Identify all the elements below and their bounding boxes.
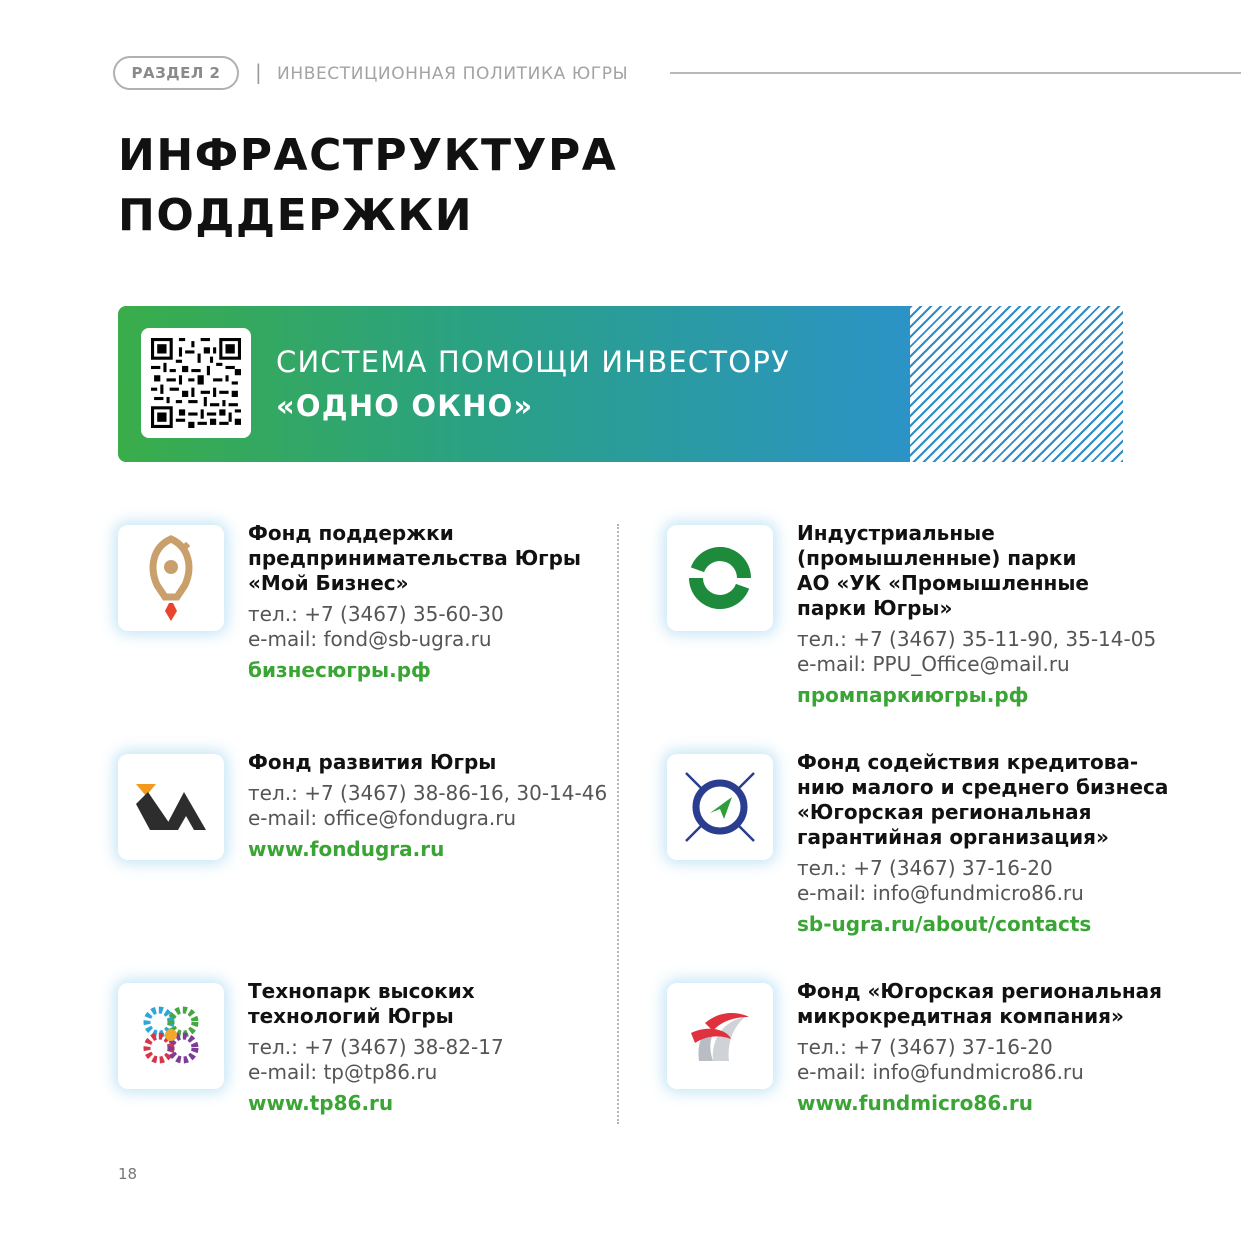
org-name: Фонд «Югорская региональная микрокредитная компания»: [797, 979, 1162, 1028]
org-card-guarantee-org: [797, 750, 1217, 937]
org-email[interactable]: e-mail: fond@sb-ugra.ru: [248, 627, 492, 651]
banner-line-2: «ОДНО ОКНО»: [276, 389, 534, 423]
org-card-industrial-parks: [797, 521, 1217, 708]
org-email[interactable]: e-mail: PPU_Office@mail.ru: [797, 652, 1070, 676]
page-title-line-2: ПОДДЕРЖКИ: [118, 190, 474, 241]
org-name: Фонд поддержки предпринимательства Югры «Мой Бизнес»: [248, 521, 582, 595]
industrial-parks-logo-icon: [685, 543, 755, 613]
org-email[interactable]: e-mail: tp@tp86.ru: [248, 1060, 438, 1084]
org-website-link[interactable]: www.fondugra.ru: [248, 837, 445, 861]
org-name: Фонд содействия кредитова- нию малого и среднего бизнеса «Югорская региональная гарантийная организация»: [797, 750, 1169, 849]
moy-biznes-logo-card: [118, 525, 224, 631]
org-website-link[interactable]: www.fundmicro86.ru: [797, 1091, 1033, 1115]
guarantee-org-logo-card: [667, 754, 773, 860]
org-website-link[interactable]: sb-ugra.ru/about/contacts: [797, 912, 1092, 936]
org-email[interactable]: e-mail: office@fondugra.ru: [248, 806, 517, 830]
org-website-link[interactable]: промпаркиюгры.рф: [797, 683, 1029, 707]
org-phone: тел.: +7 (3467) 38-82-17: [248, 1035, 504, 1059]
page-title-line-1: ИНФРАСТРУКТУРА: [118, 130, 618, 181]
page-number: 18: [118, 1165, 138, 1183]
org-phone: тел.: +7 (3467) 38-86-16, 30-14-46: [248, 781, 608, 805]
org-name: Индустриальные (промышленные) парки АО «УК «Промышленные парки Югры»: [797, 521, 1089, 620]
microcredit-logo-icon: [687, 1003, 753, 1069]
org-phone: тел.: +7 (3467) 35-11-90, 35-14-05: [797, 627, 1157, 651]
org-name: Технопарк высоких технологий Югры: [248, 979, 475, 1028]
org-phone: тел.: +7 (3467) 37-16-20: [797, 1035, 1053, 1059]
org-card-fond-razvitiya: [248, 750, 638, 862]
org-phone: тел.: +7 (3467) 37-16-20: [797, 856, 1053, 880]
microcredit-logo-card: [667, 983, 773, 1089]
qr-code-icon: [151, 338, 241, 428]
header-rule: [670, 72, 1241, 74]
page-title: [118, 126, 617, 246]
org-name: Фонд развития Югры: [248, 750, 497, 774]
org-card-technopark: [248, 979, 638, 1116]
banner-hatch-decoration: [910, 306, 1123, 462]
org-email[interactable]: e-mail: info@fundmicro86.ru: [797, 881, 1084, 905]
org-website-link[interactable]: бизнесюгры.рф: [248, 658, 431, 682]
banner-text: [276, 340, 790, 428]
section-title: ИНВЕСТИЦИОННАЯ ПОЛИТИКА ЮГРЫ: [277, 64, 629, 84]
org-card-microcredit: [797, 979, 1217, 1116]
fond-razvitiya-logo-icon: [134, 782, 208, 832]
header-separator: |: [255, 60, 262, 84]
org-email[interactable]: e-mail: info@fundmicro86.ru: [797, 1060, 1084, 1084]
fond-razvitiya-logo-card: [118, 754, 224, 860]
guarantee-org-logo-icon: [682, 769, 758, 845]
org-phone: тел.: +7 (3467) 35-60-30: [248, 602, 504, 626]
technopark-logo-card: [118, 983, 224, 1089]
org-website-link[interactable]: www.tp86.ru: [248, 1091, 394, 1115]
org-card-moy-biznes: [248, 521, 638, 683]
moy-biznes-logo-icon: [139, 533, 203, 623]
technopark-logo-icon: [135, 1000, 207, 1072]
banner-line-1: СИСТЕМА ПОМОЩИ ИНВЕСТОРУ: [276, 345, 790, 379]
qr-code-card[interactable]: [141, 328, 251, 438]
section-badge: РАЗДЕЛ 2: [113, 56, 239, 90]
industrial-parks-logo-card: [667, 525, 773, 631]
